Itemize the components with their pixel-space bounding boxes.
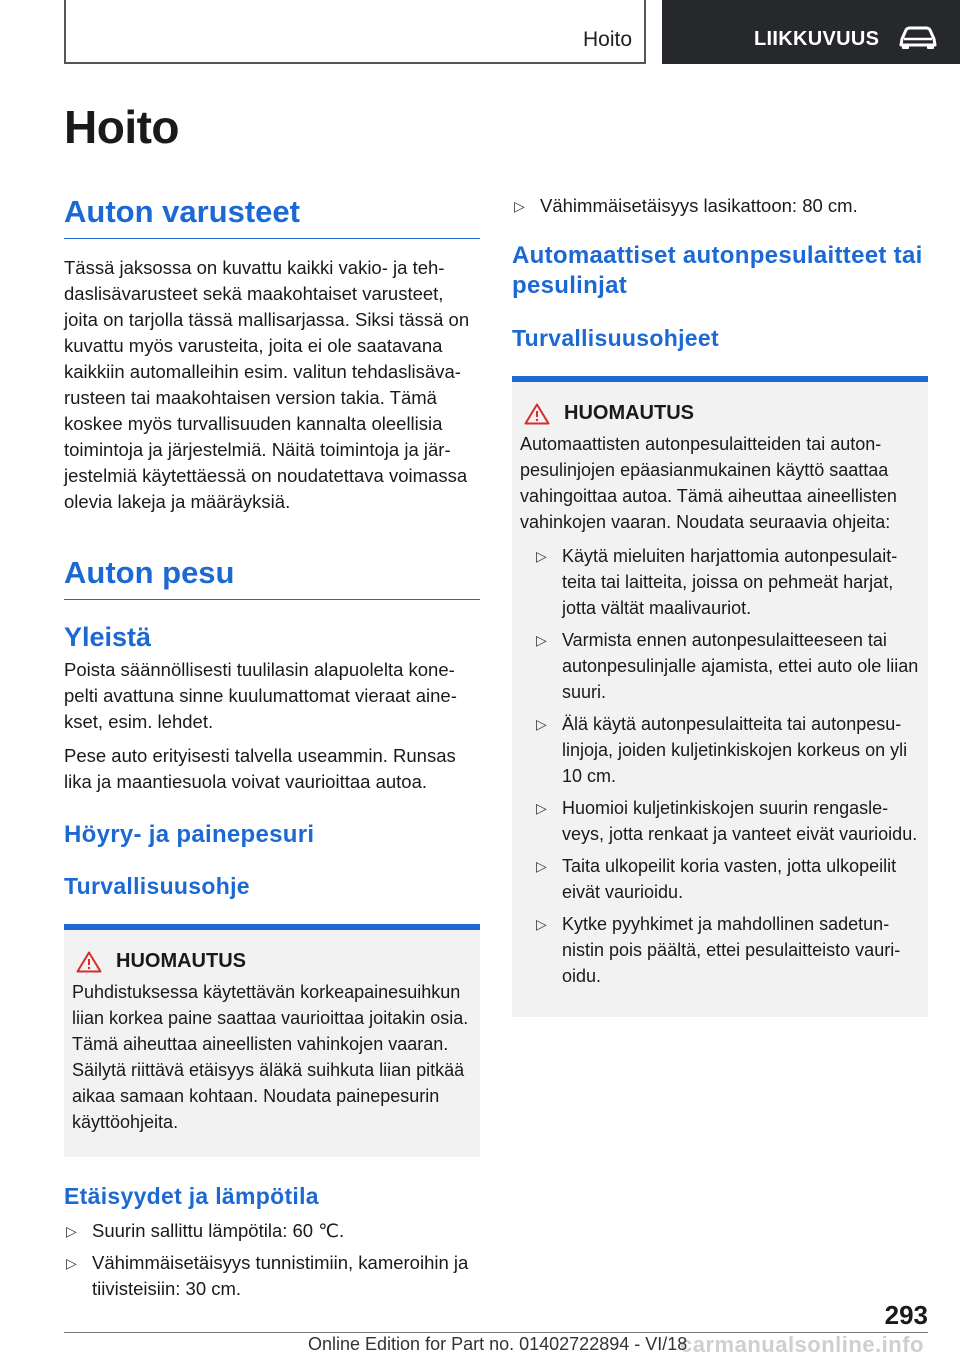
heading-etaisyydet-ja-lampotila: Etäisyydet ja lämpötila [64,1183,319,1209]
right-column [512,193,928,1017]
notice-label: HUOMAUTUS [564,402,694,424]
heading-auton-pesu: Auton pesu [64,555,480,600]
notice-label: HUOMAUTUS [116,950,246,972]
triangle-bullet-icon: ▷ [66,1255,77,1271]
triangle-bullet-icon: ▷ [514,198,525,214]
heading-auton-varusteet: Auton varusteet [64,194,480,239]
triangle-bullet-icon: ▷ [536,632,547,648]
triangle-bullet-icon: ▷ [66,1223,77,1239]
list-item [520,711,920,789]
page-title: Hoito [64,101,180,153]
list-item-text: Kytke pyyhkimet ja mahdollinen sadetunnistin pois päältä, ettei pesulaitteisto vaurioidu. [562,914,901,986]
warning-icon [76,951,102,973]
list-item-text: Vähimmäisetäisyys lasikattoon: 80 cm. [540,195,858,216]
list-item-text: Vähimmäisetäisyys tunnistimiin, kameroihin ja tiivisteisiin: 30 cm. [92,1252,469,1299]
notice-box [64,924,480,1157]
watermark: carmanualsonline.info [680,1332,924,1357]
notice-header [524,402,920,425]
notice-text: Automaattisten autonpesulaitteiden tai autonpesulinjojen epäasianmukainen käyttö saattaa vahingoittaa autoa. Tämä aiheuttaa aineellisten vahinkojen vaaran. Noudata seuraavia ohjeita: [520,434,897,532]
list-item [512,193,928,219]
triangle-bullet-icon: ▷ [536,716,547,732]
heading-turvallisuusohje: Turvallisuusohje [64,873,250,899]
bullet-list [64,1218,480,1302]
paragraph-yleista-2: Pese auto erityisesti talvella useammin. Runsas lika ja maantiesuola voivat vaurioittaa autoa. [64,745,456,792]
list-item-text: Taita ulkopeilit koria vasten, jotta ulkopeilit eivät vaurioidu. [562,856,897,902]
triangle-bullet-icon: ▷ [536,916,547,932]
heading-yleista: Yleistä [64,622,152,652]
list-item [520,627,920,705]
page-number: 293 [884,1300,928,1330]
notice-text: Puhdistuksessa käytettävän korkeapainesuihkun liian korkea paine saattaa vaurioittaa joitakin osia. Tämä aiheuttaa aineellisten vahinkojen vaaran. Säilytä riittävä etäisyys äläkä suihkuta liian pitkää aikaa samaan kohtaan. Noudata painepesurin käyttöohjeita. [72,982,469,1132]
list-item [64,1250,480,1302]
list-item-text: Suurin sallittu lämpötila: 60 ℃. [92,1220,345,1241]
list-item [520,543,920,621]
left-column [64,194,480,1308]
bullet-list [512,193,928,219]
chapter-tab[interactable] [662,0,960,64]
notice-header [76,950,472,973]
triangle-bullet-icon: ▷ [536,800,547,816]
list-item-text: Käytä mieluiten harjattomia autonpesulaitteita tai laitteita, joissa on pehmeät harjat, jotta vältät maalivauriot. [562,546,898,618]
list-item-text: Älä käytä autonpesulaitteita tai autonpesulinjoja, joiden kuljetinkiskojen korkeus on yli 10 cm. [562,714,908,786]
list-item [520,853,920,905]
heading-automaattiset-autonpesulaitteet: Automaattiset autonpesulaitteet tai pesulinjat [512,242,923,299]
notice-bullet-list [520,543,920,989]
heading-turvallisuusohjeet: Turvallisuusohjeet [512,325,719,351]
list-item-text: Varmista ennen autonpesulaitteeseen tai autonpesulinjalle ajamista, ettei auto ole liian suuri. [562,630,919,702]
heading-hoyry-ja-painepesuri: Höyry- ja painepesuri [64,821,315,848]
header-box [64,0,646,64]
triangle-bullet-icon: ▷ [536,548,547,564]
warning-icon [524,403,550,425]
list-item-text: Huomioi kuljetinkiskojen suurin rengasleveys, jotta renkaat ja vanteet eivät vaurioidu. [562,798,918,844]
notice-box [512,376,928,1017]
edition-text: Online Edition for Part no. 01402722894 - VI/18 [308,1334,688,1354]
list-item [520,795,920,847]
triangle-bullet-icon: ▷ [536,858,547,874]
list-item [520,911,920,989]
chapter-tab-label: LIIKKUVUUS [754,28,880,50]
paragraph-varusteet: Tässä jaksossa on kuvattu kaikki vakio- ja tehdaslisävarusteet sekä maakohtaiset varusteet, joita on tarjolla tässä mallisarjassa. Siksi tässä on kuvattu myös varusteita, joita ei ole saatavana kaikkiin automalleihin esim. valitun tehdaslisävarusteen tai maakohtaisen version takia. Tämä koskee myös turvallisuuden kannalta oleellisia toimintoja ja järjestelmiä. Näitä toimintoja ja järjestelmiä käytettäessä on noudatettava voimassa olevia lakeja ja määräyksiä. [64,257,470,512]
section-title: Hoito [582,28,632,51]
paragraph-yleista-1: Poista säännöllisesti tuulilasin alapuolelta konepelti avattuna sinne kuulumattomat vieraat ainekset, esim. lehdet. [64,659,457,732]
list-item [64,1218,480,1244]
car-icon [898,24,938,50]
